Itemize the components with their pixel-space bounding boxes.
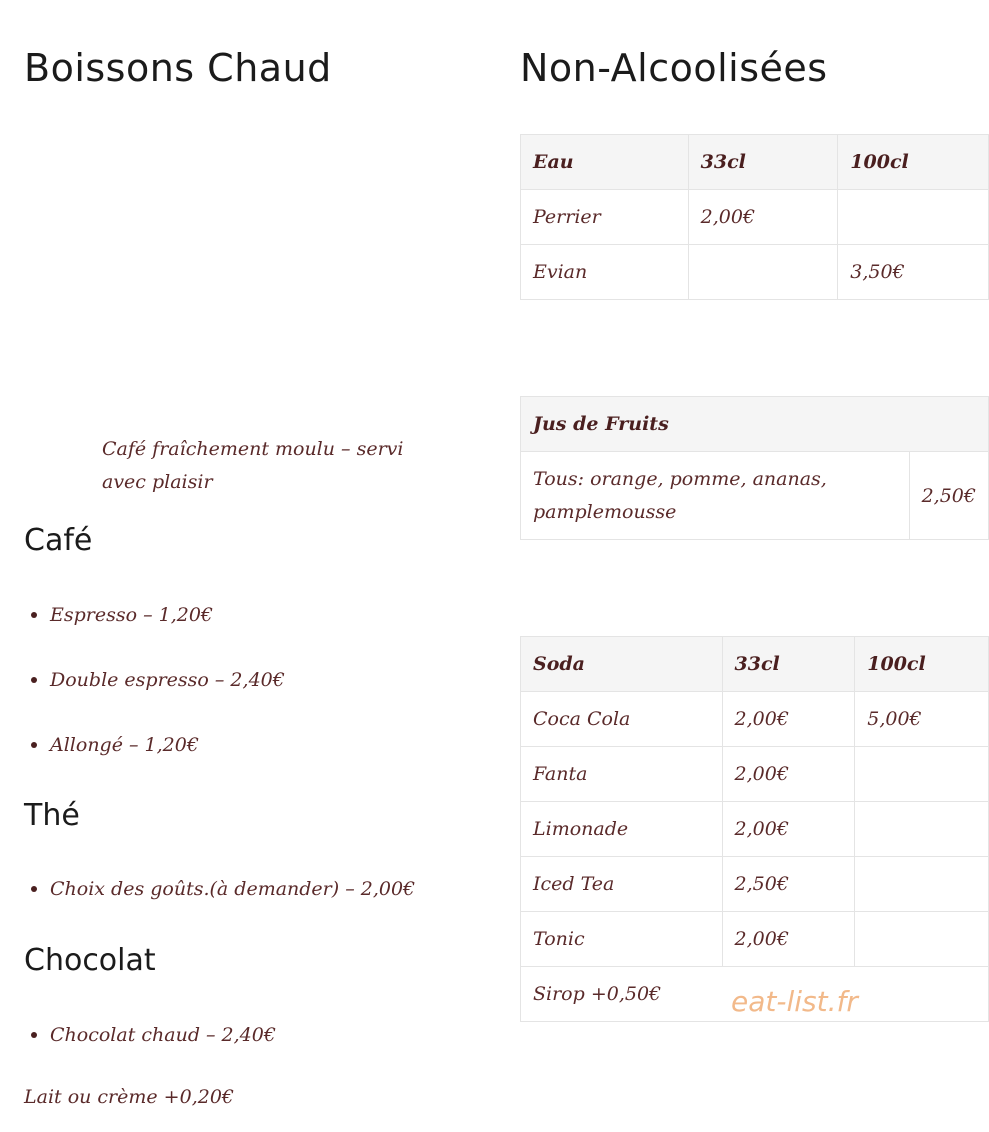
table-row	[521, 190, 989, 245]
cell-100cl	[855, 802, 989, 857]
cell-100cl	[855, 857, 989, 912]
cell-33cl: 2,00€	[722, 912, 855, 967]
table-row	[521, 692, 989, 747]
cell-name: Coca Cola	[521, 692, 723, 747]
section-heading-chocolat: Chocolat	[24, 943, 156, 978]
cell-name: Perrier	[521, 190, 689, 245]
intro-text: Café fraîchement moulu – servi avec plaisir	[102, 438, 404, 493]
section-heading-cafe: Café	[24, 523, 93, 558]
cell-33cl	[688, 245, 838, 300]
table-row	[521, 452, 989, 540]
list-item: Allongé – 1,20€	[26, 729, 285, 761]
cell-33cl: 2,00€	[722, 747, 855, 802]
cell-33cl: 2,00€	[722, 802, 855, 857]
header-33cl: 33cl	[688, 135, 838, 190]
jus-table	[520, 396, 989, 540]
cell-33cl: 2,00€	[722, 692, 855, 747]
chocolat-list	[26, 1019, 276, 1051]
table-row	[521, 857, 989, 912]
header-eau: Eau	[521, 135, 689, 190]
table-row	[521, 245, 989, 300]
list-item: Choix des goûts.(à demander) – 2,00€	[26, 873, 415, 905]
cell-100cl	[838, 190, 989, 245]
cell-sirop: Sirop +0,50€	[521, 967, 989, 1022]
cell-name: Evian	[521, 245, 689, 300]
cell-name: Fanta	[521, 747, 723, 802]
cell-100cl: 3,50€	[838, 245, 989, 300]
table-row	[521, 912, 989, 967]
header-jus: Jus de Fruits	[521, 397, 989, 452]
cell-33cl: 2,50€	[722, 857, 855, 912]
cell-100cl	[855, 747, 989, 802]
header-100cl: 100cl	[838, 135, 989, 190]
the-list	[26, 873, 415, 905]
list-item: Espresso – 1,20€	[26, 599, 285, 631]
soda-table	[520, 636, 989, 1022]
section-heading-the: Thé	[24, 798, 80, 833]
page-title-hot-drinks: Boissons Chaud	[24, 46, 332, 90]
cell-name: Tonic	[521, 912, 723, 967]
cell-100cl: 5,00€	[855, 692, 989, 747]
cell-33cl: 2,00€	[688, 190, 838, 245]
watermark: eat-list.fr	[731, 985, 858, 1018]
header-33cl: 33cl	[722, 637, 855, 692]
eau-table	[520, 134, 989, 300]
header-soda: Soda	[521, 637, 723, 692]
page-title-non-alcoholic: Non-Alcoolisées	[520, 46, 828, 90]
cell-name: Tous: orange, pomme, ananas, pamplemousse	[521, 452, 910, 540]
cell-name: Limonade	[521, 802, 723, 857]
cell-name: Iced Tea	[521, 857, 723, 912]
cell-price: 2,50€	[909, 452, 988, 540]
milk-cream-note: Lait ou crème +0,20€	[24, 1086, 234, 1108]
table-header-row	[521, 397, 989, 452]
cafe-list	[26, 599, 285, 761]
cell-100cl	[855, 912, 989, 967]
list-item: Chocolat chaud – 2,40€	[26, 1019, 276, 1051]
table-header-row	[521, 135, 989, 190]
table-row	[521, 747, 989, 802]
header-100cl: 100cl	[855, 637, 989, 692]
table-header-row	[521, 637, 989, 692]
list-item: Double espresso – 2,40€	[26, 664, 285, 696]
table-row	[521, 802, 989, 857]
